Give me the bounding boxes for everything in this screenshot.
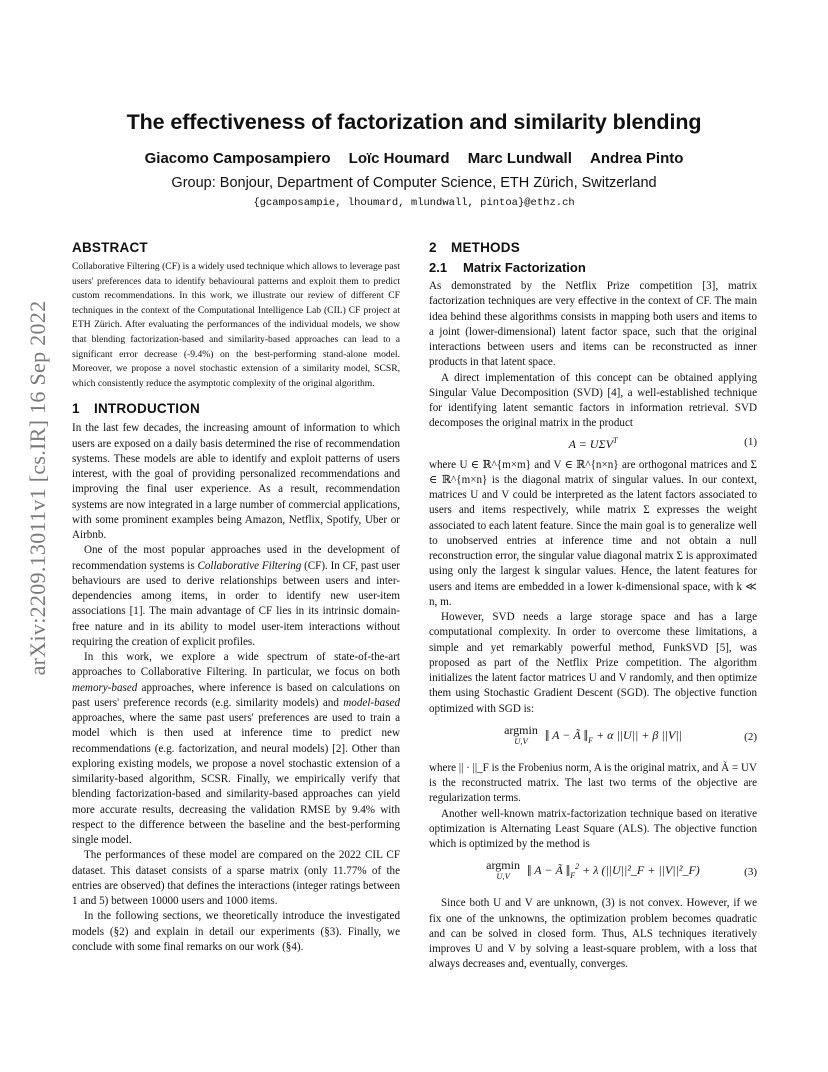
author-list	[60, 150, 768, 167]
right-column	[429, 240, 757, 973]
subsection-heading-matrix-factorization	[429, 260, 757, 275]
text-run: (CF). In CF, past user behaviours are used to derive relationships between users and inter-dependencies among items, in order to identify new user-item associations [1]. The main advantage of CF lies in its intrinsic domain-free nature and in its ability to model user-item interactions without requiring the creation of explicit profiles.	[72, 559, 400, 648]
methods-paragraph-6: Another well-known matrix-factorization technique based on iterative optimization is Alternating Least Square (ALS). The objective function which is optimized by the method is	[429, 807, 757, 850]
argmin-operator	[504, 722, 538, 747]
paper-title: The effectiveness of factorization and similarity blending	[126, 110, 702, 134]
emphasis-text: Collaborative Filtering	[197, 559, 302, 572]
intro-paragraph-5: In the following sections, we theoretically introduce the investigated models (§2) and explain in detail our experiments (§3). Finally, we conclude with some final remarks on our work (§4).	[72, 910, 400, 953]
norm-delimiter: ‖	[565, 863, 571, 880]
equation-text: + λ (||U||²_F + ||V||²_F)	[582, 863, 700, 877]
equation-superscript: T	[612, 435, 618, 445]
section-heading-introduction	[72, 401, 400, 416]
author-name: Marc Lundwall	[467, 150, 572, 167]
section-heading-methods	[429, 240, 757, 255]
arxiv-identifier-stamp	[24, 298, 52, 678]
methods-paragraph-5: where || · ||_F is the Frobenius norm, A is the original matrix, and Ã = UV is the reconstructed matrix. The last two terms of the objective are regularization terms.	[429, 761, 757, 805]
norm-delimiter: ‖	[544, 727, 550, 745]
equation-text: + α ||U|| + β ||V||	[596, 727, 682, 742]
text-run: In this work, we explore a wide spectrum of state-of-the-art approaches to Collaborative Filtering. In particular, we focus on both	[72, 651, 400, 679]
equation-expression: argmin U,V ‖ A − Ã $‖_F^2 + \lambda$ (||U||²_F + ||V||²_F)	[486, 858, 700, 882]
frobenius-subscript: F	[570, 871, 576, 880]
equation-expression: argmin U,V ‖ A − Ã $‖_F + \alpha$ ||U|| + β ||V||	[504, 722, 682, 746]
equation-1	[429, 434, 757, 456]
emphasis-text: model-based	[343, 696, 400, 709]
norm-delimiter: ‖	[526, 863, 532, 880]
arxiv-identifier: arXiv:2209.13011v1 [cs.IR] 16 Sep 2022	[25, 300, 50, 676]
equation-text: A = UΣV	[568, 436, 613, 451]
section-number: 2	[429, 240, 437, 255]
equation-number: (3)	[744, 866, 757, 879]
intro-paragraph-2	[72, 543, 400, 650]
author-emails: {gcamposampie, lhoumard, mlundwall, pintoa}@ethz.ch	[253, 197, 575, 209]
author-name: Andrea Pinto	[590, 150, 684, 167]
abstract-text: Collaborative Filtering (CF) is a widely used technique which allows to leverage past users' preferences data to identify behavioural patterns and exploit them to predict custom recommendations. In this work, we illustrate our review of different CF techniques in the context of the Computational Intelligence Lab (CIL) CF project at ETH Zürich. After evaluating the performances of the individual models, we show that blending factorization-based and similarity-based approaches can lead to a significant error decrease (-9.4%) on the best-performing stand-alone model. Moreover, we propose a novel stochastic extension of a similarity model, SCSR, which consistently reduce the asymptotic complexity of the original algorithm.	[72, 261, 400, 389]
argmin-operator	[486, 860, 520, 882]
left-column	[72, 240, 400, 955]
intro-paragraph-3	[72, 650, 400, 848]
equation-expression	[429, 436, 757, 452]
text-run: approaches, where the same past users' preferences are used to train a model which is then used at inference time to predict new recommendations (e.g. factorization, and neural models) [2]. Other than exploring existing models, we propose a novel stochastic extension of a similarity-based algorithm, SCSR. Finally, we empirically verify that blending factorization-based and similarity-based approaches can yield more accurate results, decreasing the validation RMSE by 9.4% with respect to the difference between the baseline and the best-performing single model.	[72, 712, 400, 847]
section-title: INTRODUCTION	[94, 401, 200, 417]
operator-subscript: U,V	[514, 735, 528, 746]
text-run: approaches, where inference is based on calculations on past users' preference records (e.g. similarity models) and	[72, 681, 400, 709]
equation-3	[429, 854, 757, 894]
operator-subscript: U,V	[496, 871, 510, 882]
operator-text: argmin	[486, 858, 520, 873]
text-run: One of the most popular approaches used in the development of recommendation systems is	[72, 544, 400, 572]
methods-paragraph-4: However, SVD needs a large storage space and has a large computational complexity. In order to overcome these limitations, a simple and yet remarkably powerful method, FunkSVD [5], was proposed as part of the Netflix Prize competition. The algorithm initializes the latent factor matrices U and V randomly, and then optimize them using Stochastic Gradient Descent (SGD). The objective function optimized with SGD is:	[429, 611, 757, 715]
squared-superscript: 2	[575, 862, 580, 871]
intro-paragraph-1: In the last few decades, the increasing amount of information to which users are exposed on a daily basis determined the rise of recommendation systems. These models are able to identify and exploit patterns of users interest, with the goal of providing personalized recommendations and improving the final user experience. As a result, recommendation systems are now integrated in a large number of commercial applications, with some prominent examples being Amazon, Netflix, Spotify, Uber or Airbnb.	[72, 422, 400, 542]
intro-paragraph-4: The performances of these model are compared on the 2022 CIL CF dataset. This dataset consists of a sparse matrix (only 11.77% of the entries are observed) that defines the interactions (integer ratings between 1 and 5) between 10000 users and 1000 items.	[72, 849, 400, 908]
equation-number: (2)	[744, 730, 757, 743]
affiliation: Group: Bonjour, Department of Computer Science, ETH Zürich, Switzerland	[171, 175, 657, 191]
norm-delimiter: ‖	[583, 727, 589, 745]
author-name: Giacomo Camposampiero	[144, 150, 331, 167]
methods-paragraph-7: Since both U and V are unknown, (3) is not convex. However, if we fix one of the unknowns, the optimization problem becomes quadratic and can be solved in closed form. Thus, ALS techniques iteratively improves U and V by solving a least-square problem, with a loss that always decreases and, eventually, converges.	[429, 897, 757, 971]
author-name: Loïc Houmard	[348, 150, 450, 167]
operator-text: argmin	[504, 722, 538, 737]
abstract-heading: ABSTRACT	[72, 240, 148, 255]
emphasis-text: memory-based	[72, 681, 138, 694]
section-title: METHODS	[451, 240, 520, 255]
methods-paragraph-3: where U ∈ ℝ^{m×m} and V ∈ ℝ^{n×n} are orthogonal matrices and Σ ∈ ℝ^{m×n} is the diagonal matrix of singular values. In our context, matrices U and V could be interpreted as the latent factors associated to users and items respectively, while matrix Σ expresses the weight associated to each latent feature. Since the main goal is to generalize well to unobserved entries at inference time and not obtain a null reconstruction error, the singular value diagonal matrix Σ is approximated using only the largest k singular values. Hence, the latent features for users and items are embedded in a lower k-dimensional space, with k ≪ n, m.	[429, 458, 757, 608]
methods-paragraph-1: As demonstrated by the Netflix Prize competition [3], matrix factorization techniques are very effective in the context of CF. The main idea behind these algorithms consists in mapping both users and items to a joint (lower-dimensional) latent factor space, such that the original interactions between users and items can be reconstructed as inner products in that latent space.	[429, 280, 757, 369]
section-number: 1	[72, 401, 80, 417]
equation-number: (1)	[744, 435, 757, 448]
equation-2	[429, 719, 757, 759]
methods-paragraph-2: A direct implementation of this concept can be obtained applying Singular Value Decomposition (SVD) [4], a well-established technique for identifying latent semantic factors in information retrieval. SVD decomposes the original matrix in the product	[429, 371, 757, 430]
frobenius-subscript: F	[588, 735, 594, 745]
subsection-number: 2.1	[429, 260, 448, 275]
subsection-title: Matrix Factorization	[463, 260, 586, 275]
